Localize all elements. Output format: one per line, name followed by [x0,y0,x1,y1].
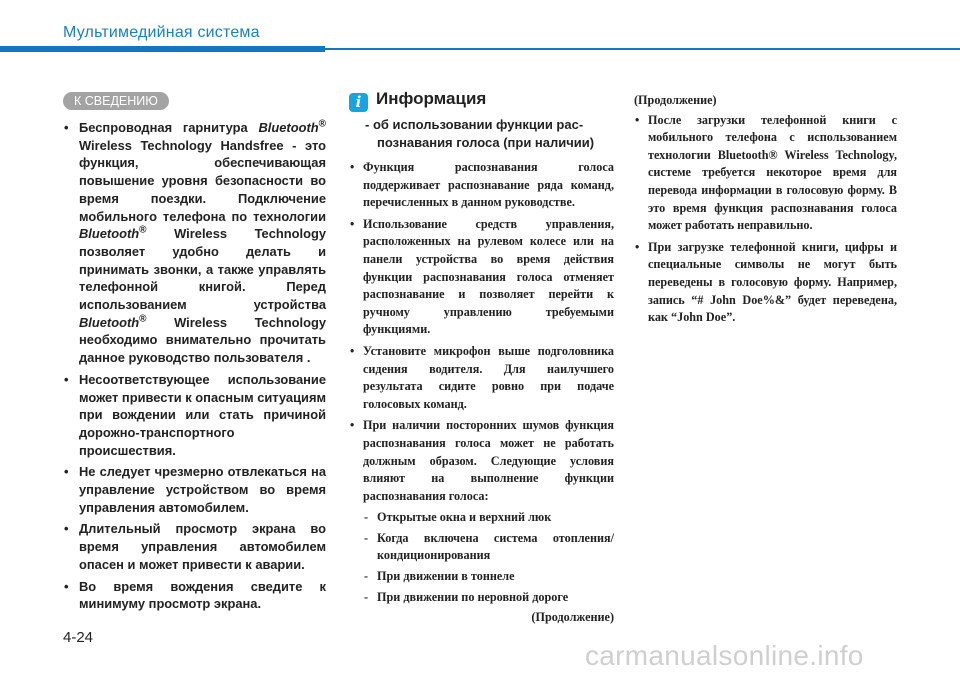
brand-text: Bluetooth [79,226,140,242]
notice-bullet-3 [63,463,326,516]
info-icon: i [349,93,368,112]
text-run: Длительный просмотр экрана во время управления автомобилем опасен и может привести к аварии. [79,521,326,572]
info-subtitle-line1: - об использовании функции рас- [365,117,584,132]
notice-bullet-2 [63,371,326,460]
text-run: Wireless Technology Handsfree - это функция, обеспечивающая повышение уровня безопасности во время поездки. Подключение мобильного телефона по технологии [79,137,326,224]
info-dash-1: - Открытые окна и верхний люк [349,509,614,527]
notice-column [63,92,326,617]
notice-bullet-5 [63,578,326,613]
continued-list [634,112,897,327]
registered-mark: ® [139,313,147,325]
info-subtitle [349,116,614,152]
registered-mark: ® [318,118,326,130]
info-column [349,90,614,627]
text-run: Wireless Technology позволяет удобно делать и принимать звонки, а также управлять телефонной книгой. Перед использованием устройства [79,226,326,313]
header-rule [325,48,960,50]
text-run: Беспроводная гарнитура [79,120,259,135]
text-run: Во время вождения сведите к минимуму просмотр экрана. [79,578,326,612]
info-title: Информация [376,89,487,108]
info-dash-4: - При движении по неровной дороге [349,589,614,607]
info-list [349,159,614,606]
header-bar [0,46,325,52]
info-bullet-3: • Установите микрофон выше подголовника сидения водителя. Для наилучшего результата сидите ровно при подаче голосовых команд. [349,343,614,413]
continued-bullet-2: • При загрузке телефонной книги, цифры и специальные символы не могут быть переведены в голосовую форму. Например, запись “# John Doe%&” будет переведена, как “John Doe”. [634,239,897,327]
info-bullet-1: • Функция распознавания голоса поддерживает распознавание ряда команд, перечисленных в данном руководстве. [349,159,614,212]
brand-text: Bluetooth [79,314,140,330]
page-number: 4-24 [63,629,94,646]
watermark: carmanualsonline.info [585,640,864,671]
continued-header: (Продолжение) [634,93,717,107]
continued-column [634,92,897,331]
registered-mark: ® [139,224,147,236]
info-heading [349,90,614,118]
text-run: Wireless Technology необходимо внимательно прочитать данное руководство пользователя . [79,314,326,366]
info-bullet-4: • При наличии посторонних шумов функция распознавания голоса может не работать должным образом. Следующие условия влияют на выполнение функции распознавания голоса: [349,417,614,505]
notice-bullet-1 [63,119,326,367]
brand-text: Bluetooth [258,120,319,135]
text-run: Несоответствующее использование может привести к опасным ситуациям при вождении или стать причиной дорожно-транспортного происшествия. [79,371,327,458]
info-subtitle-line2: познавания голоса (при наличии) [377,135,595,150]
info-bullet-2: • Использование средств управления, расположенных на рулевом колесе или на панели устройства во время действия функции распознавания голоса отменяет распознавание и позволяет перейти к ручному управлению требуемыми функциями. [349,216,614,339]
info-dash-3: - При движении в тоннеле [349,568,614,586]
header-title: Мультимедийная система [63,24,260,41]
continued-label: (Продолжение) [531,610,614,625]
notice-badge: К СВЕДЕНИЮ [63,92,169,110]
info-dash-2: - Когда включена система отопления/кондиционирования [349,530,614,565]
notice-bullet-4 [63,520,326,573]
continued-bullet-1: • После загрузки телефонной книги с мобильного телефона с использованием технологии Bluetooth® Wireless Technology, системе требуется некоторое время для перевода информации в голосовую форму. В это время функция распознавания голоса может работать неправильно. [634,112,897,235]
notice-list [63,119,326,613]
text-run: Не следует чрезмерно отвлекаться на управление устройством во время управления автомобилем. [79,464,326,515]
